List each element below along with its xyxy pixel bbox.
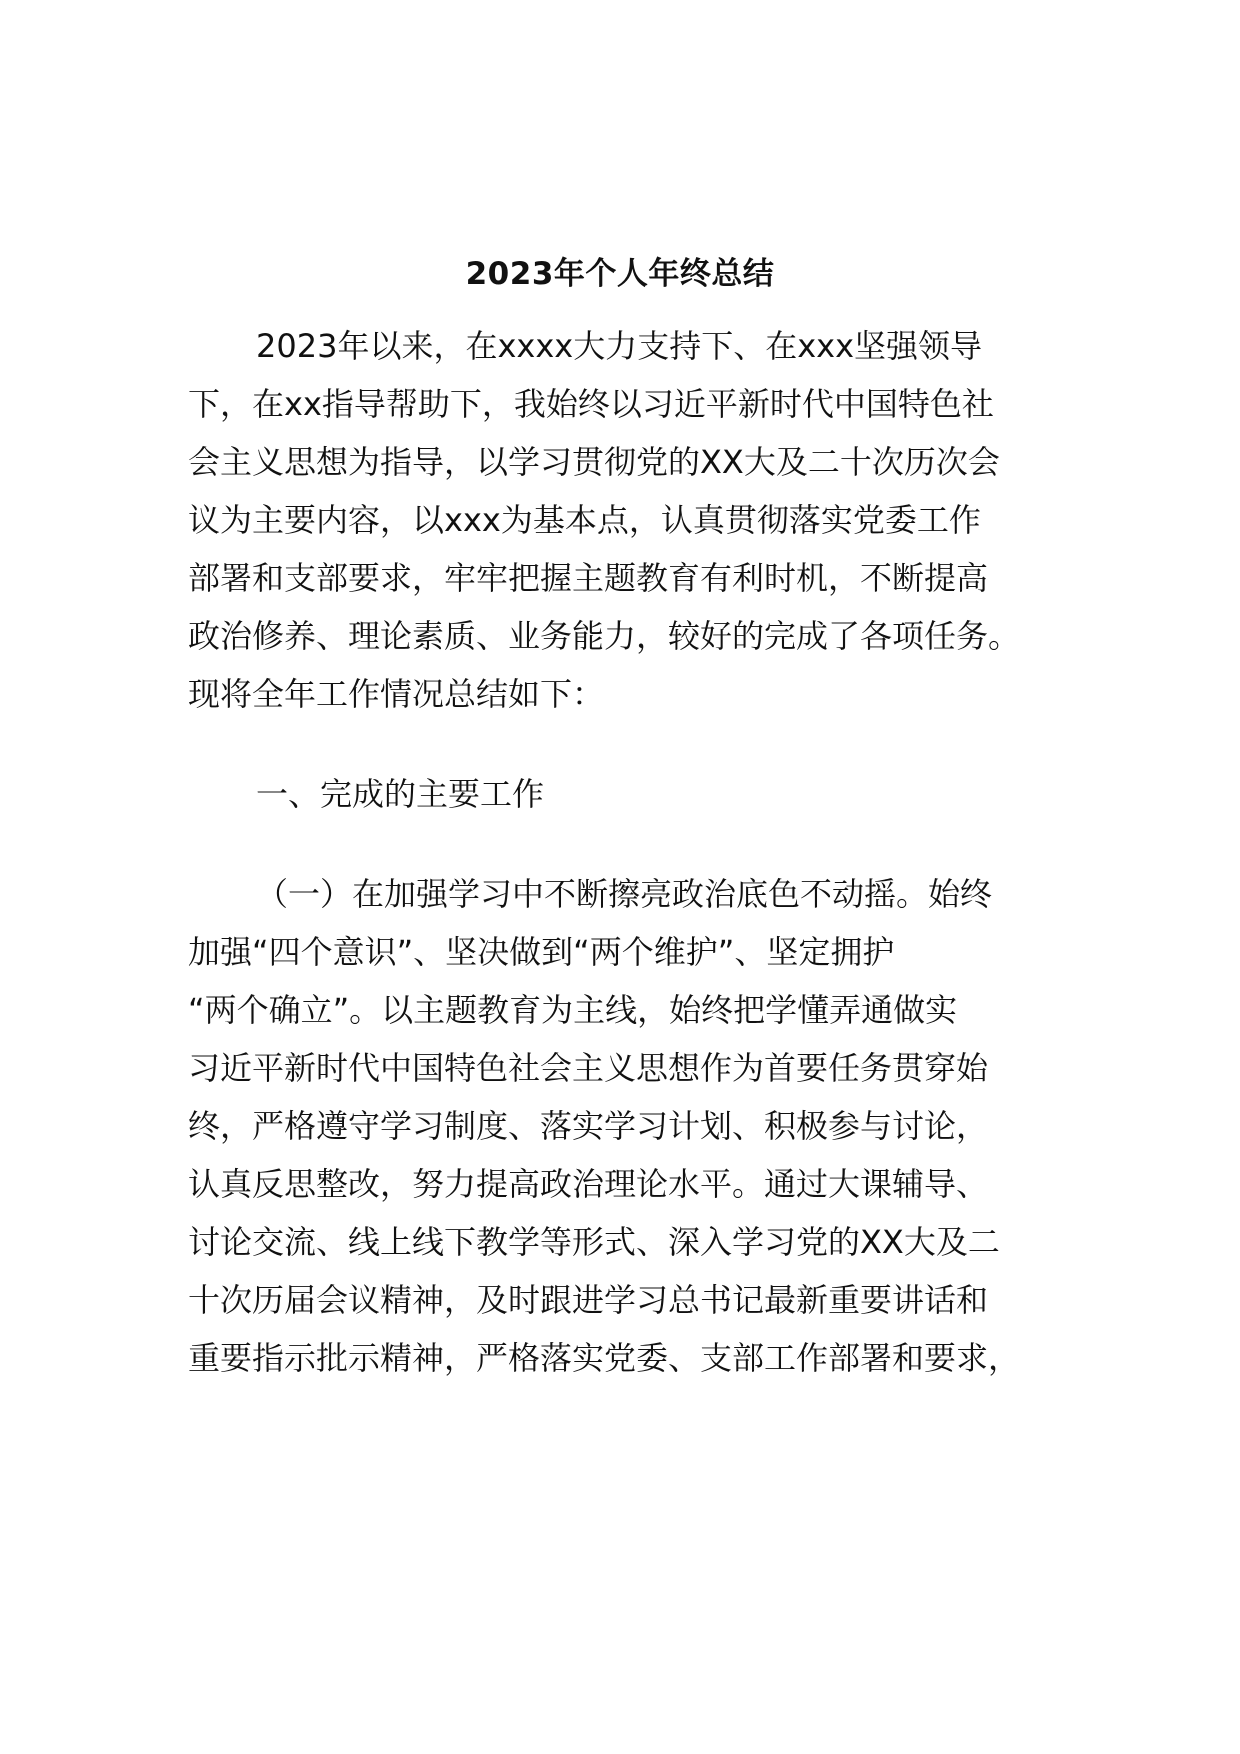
paragraph-line: 讨论交流、线上线下教学等形式、深入学习党的XX大及二 — [188, 1223, 1000, 1261]
paragraph-line: 加强“四个意识”、坚决做到“两个维护”、坚定拥护 — [188, 933, 895, 971]
paragraph-line: （一）在加强学习中不断擦亮政治底色不动摇。始终 — [256, 875, 993, 913]
document-title: 2023年个人年终总结 — [465, 256, 775, 292]
paragraph-line: 部署和支部要求，牢牢把握主题教育有利时机，不断提高 — [188, 559, 989, 597]
section-heading: 一、完成的主要工作 — [256, 775, 545, 813]
paragraph-line: 议为主要内容，以xxx为基本点，认真贯彻落实党委工作 — [188, 501, 981, 539]
paragraph-line: 下，在xx指导帮助下，我始终以习近平新时代中国特色社 — [188, 385, 994, 423]
paragraph-line: 现将全年工作情况总结如下： — [188, 675, 605, 713]
paragraph-line: “两个确立”。以主题教育为主线，始终把学懂弄通做实 — [188, 991, 958, 1029]
paragraph-line: 终，严格遵守学习制度、落实学习计划、积极参与讨论， — [188, 1107, 989, 1145]
paragraph-line: 会主义思想为指导，以学习贯彻党的XX大及二十次历次会 — [188, 443, 1000, 481]
paragraph-line: 习近平新时代中国特色社会主义思想作为首要任务贯穿始 — [188, 1049, 989, 1087]
paragraph-line: 重要指示批示精神，严格落实党委、支部工作部署和要求， — [188, 1339, 1021, 1377]
paragraph-line: 2023年以来，在xxxx大力支持下、在xxx坚强领导 — [256, 327, 983, 365]
paragraph-line: 十次历届会议精神，及时跟进学习总书记最新重要讲话和 — [188, 1281, 989, 1319]
paragraph-line: 认真反思整改，努力提高政治理论水平。通过大课辅导、 — [188, 1165, 989, 1203]
paragraph-line: 政治修养、理论素质、业务能力，较好的完成了各项任务。 — [188, 617, 1021, 655]
